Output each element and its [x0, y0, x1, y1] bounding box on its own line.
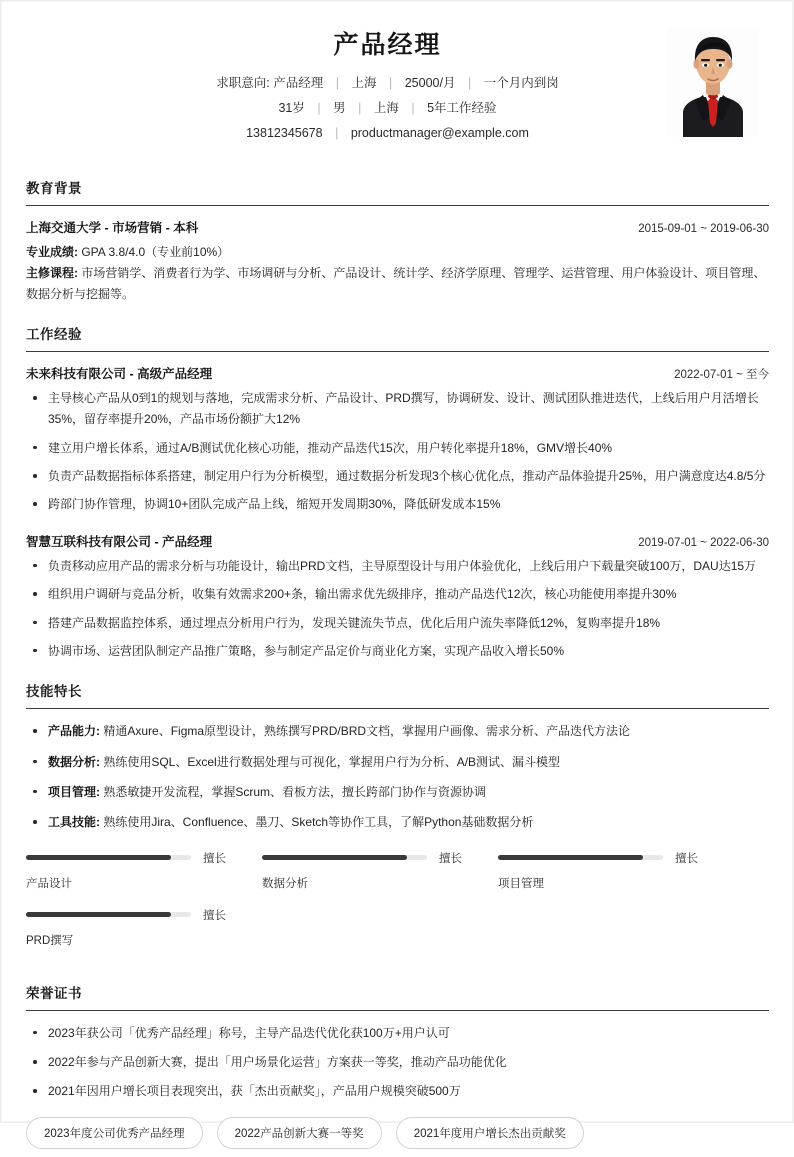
resume-header [26, 19, 769, 159]
skill-bar-name: 数据分析 [262, 877, 308, 890]
skill-bar-row [26, 850, 238, 866]
skill-bar-item [498, 850, 710, 891]
section-title-honors: 荣誉证书 [26, 985, 82, 1001]
header-text-block [118, 25, 678, 142]
skill-label: 数据分析: [48, 754, 100, 769]
list-item: 组织用户调研与竞品分析，收集有效需求200+条，输出需求优先级排序，推动产品迭代12次，核心功能使用率提升30% [26, 584, 769, 605]
education-gpa-line [26, 242, 769, 263]
separator-icon: | [389, 75, 393, 90]
skill-bar-name: PRD撰写 [26, 934, 74, 947]
skill-bar-level: 擅长 [439, 852, 462, 865]
skill-bar-fill [26, 855, 171, 860]
skill-bar-fill [498, 855, 643, 860]
skill-bar-track [26, 855, 191, 860]
work-date: 2019-07-01 ~ 2022-06-30 [638, 536, 769, 549]
section-divider [26, 708, 769, 709]
section-divider [26, 205, 769, 206]
list-item: 建立用户增长体系，通过A/B测试优化核心功能，推动产品迭代15次，用户转化率提升18%，GMV增长40% [26, 438, 769, 459]
list-item: 2022年参与产品创新大赛，提出「用户场景化运营」方案获一等奖，推动产品功能优化 [26, 1052, 769, 1073]
education-date: 2015-09-01 ~ 2019-06-30 [638, 223, 769, 235]
education-gpa-label: 专业成绩: [26, 245, 78, 259]
section-divider [26, 1010, 769, 1011]
status-badge[interactable]: 2021年度用户增长杰出贡献奖 [396, 1117, 584, 1149]
separator-icon: | [358, 100, 362, 115]
skill-bar-level: 擅长 [203, 852, 226, 865]
skill-bar-row [262, 850, 474, 866]
skill-bar-track [26, 912, 191, 917]
page-title: 产品经理 [333, 31, 442, 59]
separator-icon: | [317, 100, 321, 115]
education-school: 上海交通大学 - 市场营销 - 本科 [26, 221, 199, 235]
work-entry [26, 532, 769, 662]
personal-info-line [118, 99, 658, 117]
skill-bar-name: 项目管理 [498, 877, 544, 890]
job-intent-salary: 25000/月 [404, 75, 456, 90]
skill-value: 熟悉敏捷开发流程，掌握Scrum、看板方法，擅长跨部门协作与资源协调 [103, 784, 487, 799]
list-item [26, 752, 769, 773]
work-entry [26, 364, 769, 516]
section-work-experience [26, 323, 769, 662]
skill-bar-level: 擅长 [675, 852, 698, 865]
skill-bar-fill [26, 912, 171, 917]
work-entry-head [26, 364, 769, 382]
job-intent-line [118, 74, 658, 92]
education-courses-label: 主修课程: [26, 266, 78, 280]
education-entry-head [26, 218, 769, 236]
section-title-education: 教育背景 [26, 181, 82, 196]
skill-bar-track [498, 855, 663, 860]
skill-label: 项目管理: [48, 784, 100, 799]
skill-bar-fill [262, 855, 407, 860]
list-item [26, 812, 769, 833]
status-badge[interactable]: 2022产品创新大赛一等奖 [217, 1117, 382, 1149]
section-skills [26, 680, 769, 963]
list-item: 搭建产品数据监控体系，通过埋点分析用户行为，发现关键流失节点，优化后用户流失率降低12%，复购率提升18% [26, 613, 769, 634]
email-value[interactable]: productmanager@example.com [350, 125, 529, 140]
list-item: 2023年获公司「优秀产品经理」称号，主导产品迭代优化获100万+用户认可 [26, 1023, 769, 1044]
work-bullet-list [26, 388, 769, 516]
contact-line [118, 124, 658, 142]
work-company: 智慧互联科技有限公司 - 产品经理 [26, 534, 213, 549]
skill-bar-item [262, 850, 474, 891]
separator-icon: | [335, 75, 340, 90]
section-title-skills: 技能特长 [26, 684, 82, 700]
skill-label: 工具技能: [48, 815, 100, 830]
skill-bar-level: 擅长 [203, 909, 226, 922]
separator-icon: | [467, 75, 472, 90]
skill-value: 熟练使用SQL、Excel进行数据处理与可视化，掌握用户行为分析、A/B测试、漏斗模型 [103, 754, 561, 769]
job-intent-city: 上海 [351, 75, 377, 90]
education-courses-value: 市场营销学、消费者行为学、市场调研与分析、产品设计、统计学、经济学原理、管理学、运营管理、用户体验设计、项目管理、数据分析与挖掘等。 [26, 266, 766, 301]
experience-value: 5年工作经验 [427, 100, 497, 115]
work-company: 未来科技有限公司 - 高级产品经理 [26, 367, 213, 381]
separator-icon: | [411, 100, 415, 115]
list-item: 2021年因用户增长项目表现突出，获「杰出贡献奖」，产品用户规模突破500万 [26, 1081, 769, 1102]
list-item: 跨部门协作管理，协调10+团队完成产品上线，缩短开发周期30%，降低研发成本15% [26, 494, 769, 515]
work-bullet-list [26, 556, 769, 662]
list-item: 负责产品数据指标体系搭建，制定用户行为分析模型，通过数据分析发现3个核心优化点，推动产品体验提升25%，用户满意度达4.8/5分 [26, 466, 769, 487]
list-item [26, 721, 769, 742]
phone-value[interactable]: 13812345678 [246, 125, 323, 140]
gender-value: 男 [333, 100, 346, 115]
honor-tags [26, 1117, 769, 1157]
separator-icon: | [335, 125, 339, 140]
list-item [26, 782, 769, 803]
avatar-illustration [667, 27, 759, 137]
avatar [667, 27, 759, 137]
list-item: 负责移动应用产品的需求分析与功能设计，输出PRD文档，主导原型设计与用户体验优化，上线后用户下载量突破100万，DAU达15万 [26, 556, 769, 577]
city-value: 上海 [373, 100, 399, 115]
education-entry [26, 218, 769, 305]
job-intent-position: 产品经理 [273, 75, 324, 90]
skill-value: 熟练使用Jira、Confluence、墨刀、Sketch等协作工具，了解Python基础数据分析 [103, 815, 534, 830]
section-education [26, 177, 769, 305]
skill-bars [26, 850, 769, 964]
status-badge[interactable]: 2023年度公司优秀产品经理 [26, 1117, 203, 1149]
skill-label: 产品能力: [48, 724, 100, 739]
skill-bar-track [262, 855, 427, 860]
work-entry-head [26, 532, 769, 550]
honors-list [26, 1023, 769, 1103]
skill-value: 精通Axure、Figma原型设计，熟练撰写PRD/BRD文档，掌握用户画像、需求分析、产品迭代方法论 [103, 724, 631, 739]
education-gpa-value: GPA 3.8/4.0（专业前10%） [81, 245, 230, 259]
section-title-work: 工作经验 [26, 327, 82, 342]
job-intent-label: 求职意向: [216, 75, 270, 90]
work-date: 2022-07-01 ~ 至今 [674, 369, 769, 381]
age-value: 31岁 [278, 100, 305, 115]
skill-bar-name: 产品设计 [26, 877, 72, 890]
list-item: 协调市场、运营团队制定产品推广策略，参与制定产品定价与商业化方案，实现产品收入增长50% [26, 641, 769, 662]
resume-content [1, 1, 793, 1140]
job-intent-availability: 一个月内到岗 [483, 75, 559, 90]
skill-bar-row [26, 907, 238, 923]
skills-list [26, 721, 769, 833]
education-courses-line [26, 263, 769, 305]
skill-bar-item [26, 850, 238, 891]
list-item: 主导核心产品从0到1的规划与落地，完成需求分析、产品设计、PRD撰写，协调研发、设计、测试团队推进迭代，上线后用户月活增长35%，留存率提升20%，产品市场份额扩大12% [26, 388, 769, 431]
section-honors [26, 982, 769, 1157]
skill-bar-item [26, 907, 238, 948]
skill-bar-row [498, 850, 710, 866]
section-divider [26, 351, 769, 352]
